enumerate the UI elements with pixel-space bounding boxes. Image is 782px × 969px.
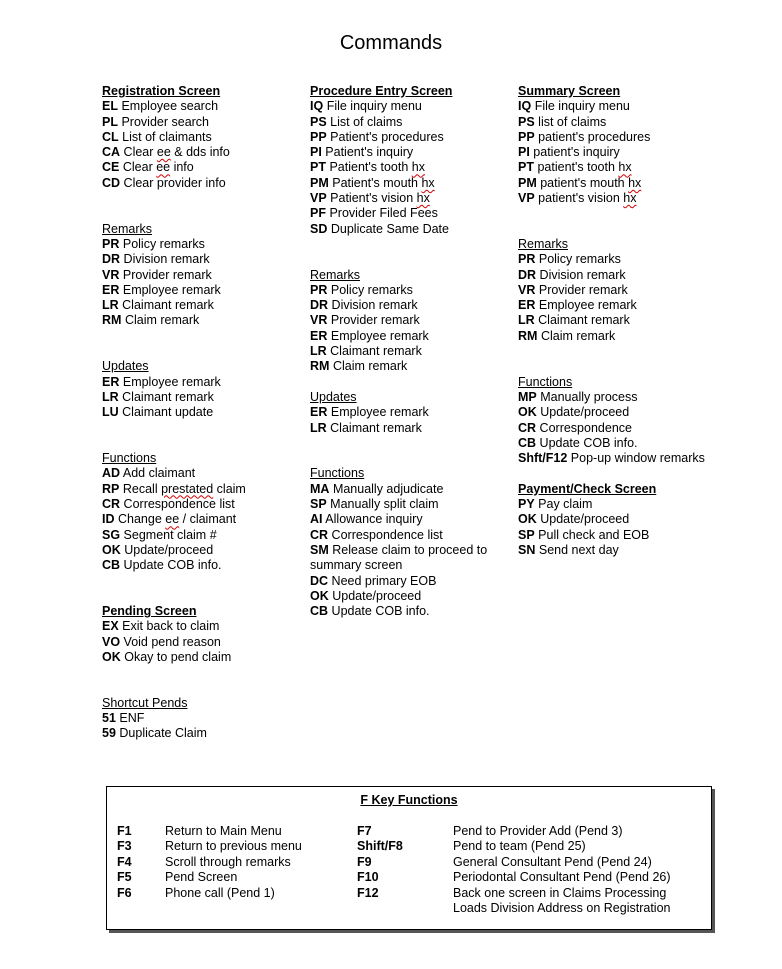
command-row [518,451,718,466]
command-row [102,115,302,130]
fkey-key: F6 [117,885,132,900]
command-row [518,298,718,313]
command-row [102,130,302,145]
command-code: CR [102,497,121,512]
command-description: Recall prestated claim [122,481,246,496]
section-gap [310,436,510,467]
command-row [102,650,302,665]
command-row [102,283,302,298]
command-row [102,313,302,328]
command-description: File inquiry menu [326,99,422,114]
command-row [102,298,302,313]
section-gap [102,665,302,696]
fkey-description: Periodontal Consultant Pend (Pend 26) [453,870,671,885]
command-description: Allowance inquiry [325,512,423,527]
section-heading: Remarks [102,221,153,236]
command-code: LR [518,313,535,328]
command-code: IQ [310,99,324,114]
section-heading: Updates [310,389,357,404]
command-row [102,528,302,543]
command-description: Provider remark [122,267,212,282]
command-row [310,421,510,436]
command-code: LU [102,405,119,420]
section-heading: Functions [102,451,157,466]
command-row [310,589,510,604]
command-code: PR [518,252,536,267]
column-summary [518,84,718,558]
command-row [518,283,718,298]
command-code: PY [518,497,535,512]
section-updates [102,359,302,420]
fkey-description: Scroll through remarks [165,854,291,869]
command-description: patient's mouth hx [540,175,642,190]
command-description: Patient's procedures [330,129,444,144]
command-code: PP [518,129,535,144]
page-title: Commands [339,32,443,54]
command-row [310,222,510,237]
command-row [102,99,302,114]
command-row [518,145,718,160]
column-registration [102,84,302,742]
command-code: SP [310,497,327,512]
command-code: RM [518,328,538,343]
section-procedure-entry-screen [310,84,510,237]
command-description: Patient's inquiry [325,145,414,160]
command-code: ID [102,512,115,527]
command-code: SP [518,527,535,542]
command-row [518,176,718,191]
command-code: VO [102,634,121,649]
fkey-title: F Key Functions [360,793,458,807]
command-row [518,115,718,130]
command-description: Change ee / claimant [117,512,237,527]
command-row [102,497,302,512]
command-code: LR [102,389,119,404]
section-heading: Remarks [518,236,569,251]
command-description: Claimant remark [122,389,214,404]
command-code: 59 [102,726,116,741]
section-heading: Registration Screen [102,84,221,98]
fkey-description: Phone call (Pend 1) [165,885,275,900]
command-description: Update/proceed [332,588,422,603]
command-code: EX [102,619,119,634]
command-row [518,313,718,328]
command-description: Patient's vision hx [330,191,430,206]
command-code: PI [518,145,530,160]
fkey-description: Pend to Provider Add (Pend 3) [453,824,623,838]
command-description: Manually split claim [330,497,439,512]
command-row [518,405,718,420]
command-description: Pull check and EOB [538,527,650,542]
command-row [310,329,510,344]
command-description: Employee remark [330,405,429,420]
command-row [518,543,718,558]
command-code: PI [310,145,322,160]
command-code: OK [518,405,537,420]
command-code: LR [310,344,327,359]
fkey-description: Back one screen in Claims Processing [453,885,667,900]
command-row [310,482,510,497]
command-code: VR [518,282,536,297]
command-description: Duplicate Same Date [330,221,449,236]
command-code: ER [310,405,328,420]
command-row [310,528,510,543]
fkey-key: F12 [357,885,379,900]
section-heading: Updates [102,359,149,374]
fkey-functions-box [106,786,712,930]
command-description: patient's inquiry [533,145,620,160]
fkey-description: Return to previous menu [165,839,302,854]
command-code: RM [310,359,330,374]
command-row [102,237,302,252]
command-row [102,558,302,573]
command-code: CR [310,527,329,542]
command-row [310,405,510,420]
fkey-description: Loads Division Address on Registration [453,901,671,915]
command-description: Segment claim # [123,527,217,542]
command-code: AD [102,466,121,481]
command-row [310,99,510,114]
command-description: Void pend reason [123,634,221,649]
command-description: Employee remark [122,374,221,389]
command-code: ER [102,282,120,297]
command-code: ER [102,374,120,389]
section-heading: Shortcut Pends [102,695,188,710]
command-row [102,160,302,175]
command-code: CA [102,145,121,160]
command-row [518,329,718,344]
command-code: CB [102,558,121,573]
command-description: Update/proceed [124,542,214,557]
command-row [102,145,302,160]
fkey-key: F9 [357,854,372,869]
command-description: Correspondence [539,420,632,435]
fkey-description: Pend to team (Pend 25) [453,839,586,854]
command-description: Employee remark [330,328,429,343]
command-description: Claimant remark [122,298,214,313]
section-gap [518,466,718,481]
command-row [102,268,302,283]
command-description: Policy remarks [122,236,205,251]
command-row [102,512,302,527]
command-row [102,390,302,405]
command-description: Correspondence list [331,527,443,542]
command-description: Claimant remark [330,420,422,435]
command-row [518,130,718,145]
command-code: EL [102,99,118,114]
command-description: Clear provider info [123,175,226,190]
command-code: CR [518,420,537,435]
command-row [102,619,302,634]
command-row [102,635,302,650]
fkey-description: Pend Screen [165,870,238,885]
command-row [102,726,302,741]
command-description: Claimant remark [330,344,422,359]
command-description: Provider remark [538,282,628,297]
section-gap [102,329,302,360]
section-updates [310,390,510,436]
command-row [310,512,510,527]
fkey-key: F7 [357,824,372,838]
command-row [518,390,718,405]
command-description: Add claimant [122,466,196,481]
section-registration-screen [102,84,302,191]
command-row [518,512,718,527]
section-gap [518,206,718,237]
command-description: patient's tooth hx [537,160,632,175]
command-row [518,528,718,543]
fkey-key: F3 [117,839,132,854]
command-code: PR [102,236,120,251]
section-gap [102,421,302,452]
command-row [518,160,718,175]
command-row [310,283,510,298]
command-row [102,252,302,267]
command-code: MA [310,481,330,496]
command-description: Need primary EOB [331,573,437,588]
command-description: Okay to pend claim [124,649,232,664]
command-description: Pay claim [538,497,593,512]
command-code: 51 [102,711,116,726]
command-code: DR [518,267,537,282]
command-description: Claim remark [332,359,408,374]
command-code: DR [102,252,121,267]
command-code: PM [310,175,329,190]
command-code: PR [310,282,328,297]
section-heading: Functions [310,466,365,481]
fkey-key: F4 [117,854,132,869]
command-description: Clear ee & dds info [123,145,230,160]
command-code: ER [310,328,328,343]
command-code: AI [310,512,323,527]
command-description: Update COB info. [331,604,430,619]
command-description: Send next day [538,542,619,557]
section-gap [310,237,510,268]
command-row [518,436,718,451]
section-summary-screen [518,84,718,206]
command-description: File inquiry menu [534,99,630,114]
command-description: Update/proceed [540,405,630,420]
command-row [102,405,302,420]
command-row [310,130,510,145]
command-description: Release claim to proceed to summary screen [310,542,488,573]
command-code: CB [518,435,537,450]
command-code: SN [518,542,536,557]
command-description: Policy remarks [538,252,621,267]
section-heading: Functions [518,374,573,389]
command-row [310,115,510,130]
command-code: PT [310,160,326,175]
fkey-key: F1 [117,824,132,838]
command-code: PP [310,129,327,144]
command-row [310,145,510,160]
command-code: RM [102,313,122,328]
command-code: Shft/F12 [518,451,568,466]
command-row [102,375,302,390]
section-functions [310,466,510,619]
command-description: Update COB info. [539,435,638,450]
command-row [310,298,510,313]
command-description: Manually process [540,389,638,404]
section-functions [102,451,302,573]
command-row [310,206,510,221]
command-description: Patient's mouth hx [332,175,435,190]
section-payment-check-screen [518,482,718,558]
fkey-key: Shift/F8 [357,839,403,854]
section-remarks [518,237,718,344]
command-code: RP [102,481,120,496]
section-gap [310,375,510,390]
section-gap [518,344,718,375]
command-code: ER [518,298,536,313]
command-code: PM [518,175,537,190]
fkey-description: Return to Main Menu [165,824,282,838]
command-description: Duplicate Claim [119,726,207,741]
command-code: PS [518,114,535,129]
command-description: List of claimants [122,129,212,144]
command-description: Division remark [123,252,210,267]
command-code: CL [102,129,119,144]
section-heading: Procedure Entry Screen [310,84,453,98]
section-functions [518,375,718,467]
command-description: Claimant update [122,405,214,420]
command-code: OK [310,588,329,603]
command-row [102,176,302,191]
command-row [310,497,510,512]
section-heading: Summary Screen [518,84,621,98]
command-description: Division remark [331,298,418,313]
command-row [102,482,302,497]
section-gap [102,191,302,222]
command-description: Exit back to claim [122,619,220,634]
command-description: Employee remark [538,298,637,313]
section-pending-screen [102,604,302,665]
section-heading: Remarks [310,267,361,282]
command-description: Provider remark [330,313,420,328]
command-description: Patient's tooth hx [329,160,425,175]
command-code: CE [102,160,120,175]
command-description: Employee remark [122,282,221,297]
command-row [310,543,510,574]
command-description: Manually adjudicate [332,481,444,496]
command-description: list of claims [538,114,607,129]
command-code: PT [518,160,534,175]
section-heading: Payment/Check Screen [518,481,657,496]
command-code: MP [518,389,537,404]
command-row [518,421,718,436]
section-remarks [102,222,302,329]
command-row [310,313,510,328]
command-code: CB [310,604,329,619]
command-description: patient's vision hx [538,191,637,206]
section-shortcut-pends [102,696,302,742]
command-code: DC [310,573,329,588]
command-row [310,191,510,206]
command-description: Provider Filed Fees [329,206,438,221]
command-description: Policy remarks [330,282,413,297]
command-description: Update/proceed [540,512,630,527]
command-row [518,99,718,114]
command-description: Update COB info. [123,558,222,573]
command-row [518,191,718,206]
command-code: VR [310,313,328,328]
command-description: List of claims [330,114,403,129]
fkey-key: F10 [357,870,379,885]
command-row [102,466,302,481]
command-description: Claim remark [540,328,616,343]
command-row [310,344,510,359]
command-row [518,252,718,267]
column-procedure-entry [310,84,510,619]
command-code: LR [102,298,119,313]
command-description: Clear ee info [122,160,194,175]
command-code: CD [102,175,121,190]
command-row [310,359,510,374]
command-code: IQ [518,99,532,114]
command-row [310,574,510,589]
command-code: OK [102,649,121,664]
section-heading: Pending Screen [102,604,197,619]
command-code: PL [102,114,118,129]
command-code: SG [102,527,121,542]
section-remarks [310,268,510,375]
command-description: Claimant remark [538,313,630,328]
command-row [310,604,510,619]
command-row [310,176,510,191]
command-code: SM [310,542,329,557]
command-description: Pop-up window remarks [570,451,705,466]
command-description: Employee search [121,99,219,114]
command-code: PF [310,206,326,221]
command-code: PS [310,114,327,129]
fkey-key: F5 [117,870,132,885]
command-description: ENF [119,711,145,726]
section-gap [102,574,302,605]
command-description: Correspondence list [123,497,235,512]
command-code: OK [102,542,121,557]
command-code: VR [102,267,120,282]
command-row [102,711,302,726]
command-code: VP [310,191,327,206]
command-code: SD [310,221,328,236]
fkey-description: General Consultant Pend (Pend 24) [453,854,652,869]
command-code: DR [310,298,329,313]
command-description: Provider search [121,114,210,129]
command-description: Division remark [539,267,626,282]
command-row [518,268,718,283]
command-description: Claim remark [124,313,200,328]
command-code: VP [518,191,535,206]
command-code: LR [310,420,327,435]
command-row [310,160,510,175]
command-description: patient's procedures [538,129,651,144]
command-code: OK [518,512,537,527]
command-row [518,497,718,512]
command-row [102,543,302,558]
